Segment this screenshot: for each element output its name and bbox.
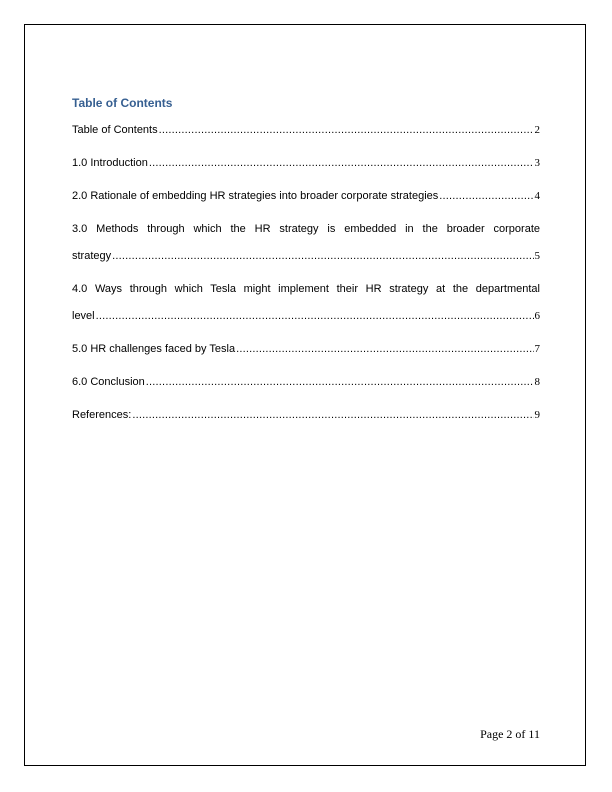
toc-entry-title: 1.0 Introduction [72,157,148,169]
toc-entry-title: References: [72,409,132,421]
toc-entry-hr-challenges[interactable] [72,342,540,356]
dot-leader [236,342,533,356]
dot-leader [112,249,533,263]
toc-entry-methods[interactable] [72,222,540,263]
toc-entry-ways[interactable] [72,282,540,323]
toc-entry-title: 5.0 HR challenges faced by Tesla [72,343,236,355]
page-number-footer: Page 2 of 11 [480,727,540,741]
toc-entry-conclusion[interactable] [72,375,540,389]
toc-entry-title-line1: 4.0 Ways through which Tesla might implement their HR strategy at the departmental [72,283,540,295]
dot-leader [96,309,534,323]
toc-entry-page: 6 [534,310,540,322]
toc-entry-page: 2 [534,124,540,136]
toc-entry-page: 7 [534,343,540,355]
toc-entry-references[interactable] [72,408,540,422]
dot-leader [146,375,534,389]
dot-leader [439,189,533,203]
toc-entry-title: level [72,310,95,322]
toc-entry-introduction[interactable] [72,156,540,170]
toc-entry-page: 5 [534,250,540,262]
toc-entry-rationale[interactable] [72,189,540,203]
toc-entry-title-line1: 3.0 Methods through which the HR strategy is embedded in the broader corporate [72,223,540,235]
toc-entry-page: 3 [534,157,540,169]
toc-entry-title: Table of Contents [72,124,158,136]
dot-leader [132,408,533,422]
toc-entry-table-of-contents[interactable] [72,123,540,137]
toc-entry-title: strategy [72,250,112,262]
toc-entry-page: 4 [534,190,540,202]
toc-entry-page: 8 [534,376,540,388]
toc-entry-page: 9 [534,409,540,421]
toc-entry-title: 2.0 Rationale of embedding HR strategies into broader corporate strategies [72,190,439,202]
toc-entry-title: 6.0 Conclusion [72,376,145,388]
dot-leader [149,156,534,170]
toc-heading: Table of Contents [72,96,173,110]
dot-leader [159,123,534,137]
